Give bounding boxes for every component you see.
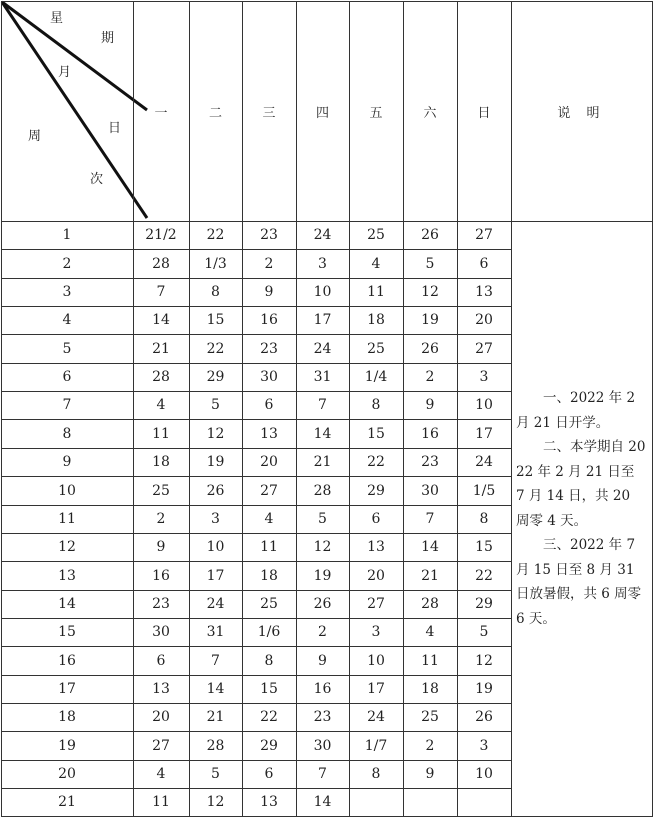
date-cell: 7 (156, 284, 166, 300)
date-cell: 7 (425, 511, 435, 527)
date-cell: 30 (152, 624, 170, 640)
date-cell: 18 (152, 454, 170, 470)
date-cell: 1/5 (472, 482, 496, 499)
date-cell: 22 (260, 709, 278, 725)
day-header: 六 (423, 105, 437, 121)
date-cell: 23 (260, 227, 278, 243)
date-cell: 23 (260, 340, 278, 357)
week-number-cell: 2 (62, 255, 72, 272)
date-cell: 13 (260, 425, 278, 442)
week-number-cell: 11 (58, 511, 76, 527)
date-cell: 20 (260, 454, 278, 470)
date-cell: 14 (206, 681, 225, 697)
date-cell: 10 (313, 284, 332, 300)
date-cell: 28 (152, 255, 170, 272)
date-cell: 31 (206, 624, 225, 640)
day-header: 二 (208, 105, 222, 121)
day-header: 五 (369, 105, 383, 121)
date-cell: 12 (421, 284, 439, 300)
date-cell: 17 (367, 681, 385, 697)
date-cell: 28 (206, 737, 225, 754)
date-cell: 5 (479, 624, 489, 640)
date-cell: 21/2 (145, 227, 177, 243)
week-number-cell: 10 (58, 482, 76, 499)
date-cell: 2 (425, 737, 435, 754)
date-cell: 25 (152, 482, 170, 499)
week-number-cell: 6 (62, 369, 72, 385)
date-cell: 25 (260, 596, 278, 612)
date-cell: 4 (264, 511, 274, 527)
date-cell: 18 (421, 681, 439, 697)
date-cell: 29 (260, 737, 278, 754)
week-number-cell: 18 (58, 709, 76, 725)
date-cell: 26 (313, 596, 332, 612)
date-cell: 8 (371, 397, 381, 413)
date-cell: 26 (421, 227, 439, 243)
date-cell: 11 (152, 794, 170, 810)
date-cell: 4 (156, 397, 166, 413)
date-cell: 29 (206, 369, 225, 385)
date-cell: 3 (318, 255, 327, 272)
date-cell: 22 (475, 567, 493, 584)
date-cell: 21 (421, 567, 439, 584)
date-cell: 12 (206, 794, 225, 810)
date-cell: 23 (421, 454, 439, 470)
date-cell: 15 (206, 312, 225, 328)
notes-text (516, 386, 646, 631)
date-cell: 8 (211, 284, 220, 300)
date-cell: 3 (371, 624, 381, 640)
corner-label-zhou: 周 (28, 129, 42, 144)
date-cell: 10 (206, 539, 225, 555)
date-cell: 18 (260, 567, 278, 584)
date-cell (403, 788, 457, 816)
date-cell: 3 (479, 737, 489, 754)
grid-line-bottom (1, 816, 652, 817)
corner-label-ci: 次 (90, 172, 104, 187)
date-cell: 16 (152, 567, 170, 584)
date-cell: 8 (479, 511, 489, 527)
date-cell: 22 (206, 227, 225, 243)
date-cell: 19 (313, 567, 332, 584)
date-cell: 11 (421, 652, 439, 669)
date-cell: 9 (264, 284, 274, 300)
date-cell: 16 (421, 425, 439, 442)
date-cell: 6 (156, 652, 166, 669)
date-cell: 12 (475, 652, 493, 669)
date-cell: 7 (211, 652, 220, 669)
day-header: 四 (315, 105, 329, 121)
date-cell: 5 (425, 255, 435, 272)
corner-label-ri: 日 (108, 121, 122, 136)
week-number-cell: 9 (62, 454, 72, 470)
date-cell: 8 (371, 766, 381, 782)
week-number-cell: 3 (62, 284, 72, 300)
corner-label-xing: 星 (50, 11, 64, 26)
date-cell: 30 (313, 737, 332, 754)
date-cell: 26 (206, 482, 225, 499)
date-cell: 31 (313, 369, 332, 385)
date-cell: 13 (152, 681, 170, 697)
date-cell: 23 (152, 596, 170, 612)
date-cell: 20 (152, 709, 170, 725)
date-cell: 25 (367, 227, 385, 243)
date-cell: 21 (313, 454, 332, 470)
corner-label-yue: 月 (58, 65, 72, 80)
date-cell: 21 (206, 709, 225, 725)
week-number-cell: 15 (58, 624, 76, 640)
week-number-cell: 8 (62, 425, 72, 442)
date-cell: 15 (260, 681, 278, 697)
date-cell: 28 (313, 482, 332, 499)
date-cell: 15 (475, 539, 493, 555)
date-cell: 17 (206, 567, 225, 584)
date-cell: 9 (425, 766, 435, 782)
date-cell: 30 (421, 482, 439, 499)
date-cell: 10 (475, 766, 493, 782)
date-cell: 3 (211, 511, 220, 527)
date-cell: 27 (152, 737, 170, 754)
date-cell: 26 (421, 340, 439, 357)
date-cell: 27 (475, 227, 493, 243)
date-cell: 6 (371, 511, 381, 527)
week-number-cell: 17 (58, 681, 76, 697)
day-header: 三 (262, 105, 276, 121)
date-cell: 2 (318, 624, 327, 640)
date-cell: 4 (371, 255, 381, 272)
week-number-cell: 7 (62, 397, 72, 413)
date-cell: 11 (152, 425, 170, 442)
date-cell: 10 (367, 652, 385, 669)
date-cell: 21 (152, 340, 170, 357)
date-cell: 2 (425, 369, 435, 385)
date-cell (349, 788, 403, 816)
date-cell: 6 (264, 766, 274, 782)
week-number-cell: 21 (58, 794, 76, 810)
date-cell: 5 (211, 397, 220, 413)
date-cell: 19 (206, 454, 225, 470)
date-cell: 5 (211, 766, 220, 782)
date-cell: 27 (475, 340, 493, 357)
date-cell: 10 (475, 397, 493, 413)
date-cell: 27 (367, 596, 385, 612)
date-cell: 25 (421, 709, 439, 725)
date-cell: 28 (421, 596, 439, 612)
week-number-cell: 13 (58, 567, 76, 584)
corner-label-qi: 期 (101, 31, 115, 46)
date-cell: 7 (318, 766, 327, 782)
date-cell: 22 (206, 340, 225, 357)
date-cell: 1/3 (204, 255, 227, 272)
date-cell: 6 (479, 255, 489, 272)
date-cell: 17 (475, 425, 493, 442)
date-cell: 29 (367, 482, 385, 499)
date-cell: 19 (421, 312, 439, 328)
date-cell: 6 (264, 397, 274, 413)
date-cell: 2 (156, 511, 166, 527)
date-cell: 15 (367, 425, 385, 442)
week-number-cell: 12 (58, 539, 76, 555)
day-header: 一 (154, 105, 168, 121)
date-cell: 27 (260, 482, 278, 499)
date-cell (457, 788, 511, 816)
day-header: 日 (477, 105, 491, 121)
date-cell: 26 (475, 709, 493, 725)
date-cell: 1/7 (364, 737, 388, 754)
date-cell: 12 (313, 539, 332, 555)
date-cell: 1/6 (257, 624, 281, 640)
date-cell: 13 (367, 539, 385, 555)
week-number-cell: 1 (62, 227, 72, 243)
date-cell: 24 (313, 227, 332, 243)
date-cell: 24 (475, 454, 493, 470)
date-cell: 16 (260, 312, 278, 328)
date-cell: 29 (475, 596, 493, 612)
date-cell: 24 (313, 340, 332, 357)
date-cell: 4 (156, 766, 166, 782)
date-cell: 4 (425, 624, 435, 640)
date-cell: 2 (264, 255, 274, 272)
date-cell: 9 (425, 397, 435, 413)
week-number-cell: 5 (62, 340, 72, 357)
date-cell: 1/4 (364, 369, 388, 385)
note-2: 二、本学期自 2022 年 2 月 21 日至 7 月 14 日，共 20 周零 4 天。 (516, 439, 646, 529)
date-cell: 14 (152, 312, 170, 328)
date-cell: 25 (367, 340, 385, 357)
note-3: 三、2022 年 7 月 15 日至 8 月 31 日放暑假，共 6 周零 6 天。 (516, 537, 642, 627)
date-cell: 8 (264, 652, 274, 669)
date-cell: 19 (475, 681, 493, 697)
note-1: 一、2022 年 2 月 21 日开学。 (516, 390, 636, 431)
grid-line-col (652, 1, 653, 817)
week-number-cell: 16 (58, 652, 76, 669)
week-number-cell: 14 (58, 596, 76, 612)
date-cell: 24 (367, 709, 385, 725)
date-cell: 11 (260, 539, 278, 555)
date-cell: 14 (313, 425, 332, 442)
date-cell: 12 (206, 425, 225, 442)
week-number-cell: 19 (58, 737, 76, 754)
date-cell: 17 (313, 312, 332, 328)
date-cell: 14 (421, 539, 439, 555)
date-cell: 7 (318, 397, 327, 413)
date-cell: 9 (156, 539, 166, 555)
date-cell: 5 (318, 511, 327, 527)
date-cell: 9 (318, 652, 327, 669)
date-cell: 14 (313, 794, 332, 810)
date-cell: 24 (206, 596, 225, 612)
date-cell: 20 (367, 567, 385, 584)
week-number-cell: 20 (58, 766, 76, 782)
date-cell: 23 (313, 709, 332, 725)
date-cell: 18 (367, 312, 385, 328)
date-cell: 28 (152, 369, 170, 385)
date-cell: 16 (313, 681, 332, 697)
date-cell: 20 (475, 312, 493, 328)
notes-header: 说 明 (557, 105, 606, 121)
date-cell: 22 (367, 454, 385, 470)
date-cell: 3 (479, 369, 489, 385)
date-cell: 13 (260, 794, 278, 810)
date-cell: 11 (367, 284, 385, 300)
date-cell: 13 (475, 284, 493, 300)
week-number-cell: 4 (62, 312, 72, 328)
date-cell: 30 (260, 369, 278, 385)
